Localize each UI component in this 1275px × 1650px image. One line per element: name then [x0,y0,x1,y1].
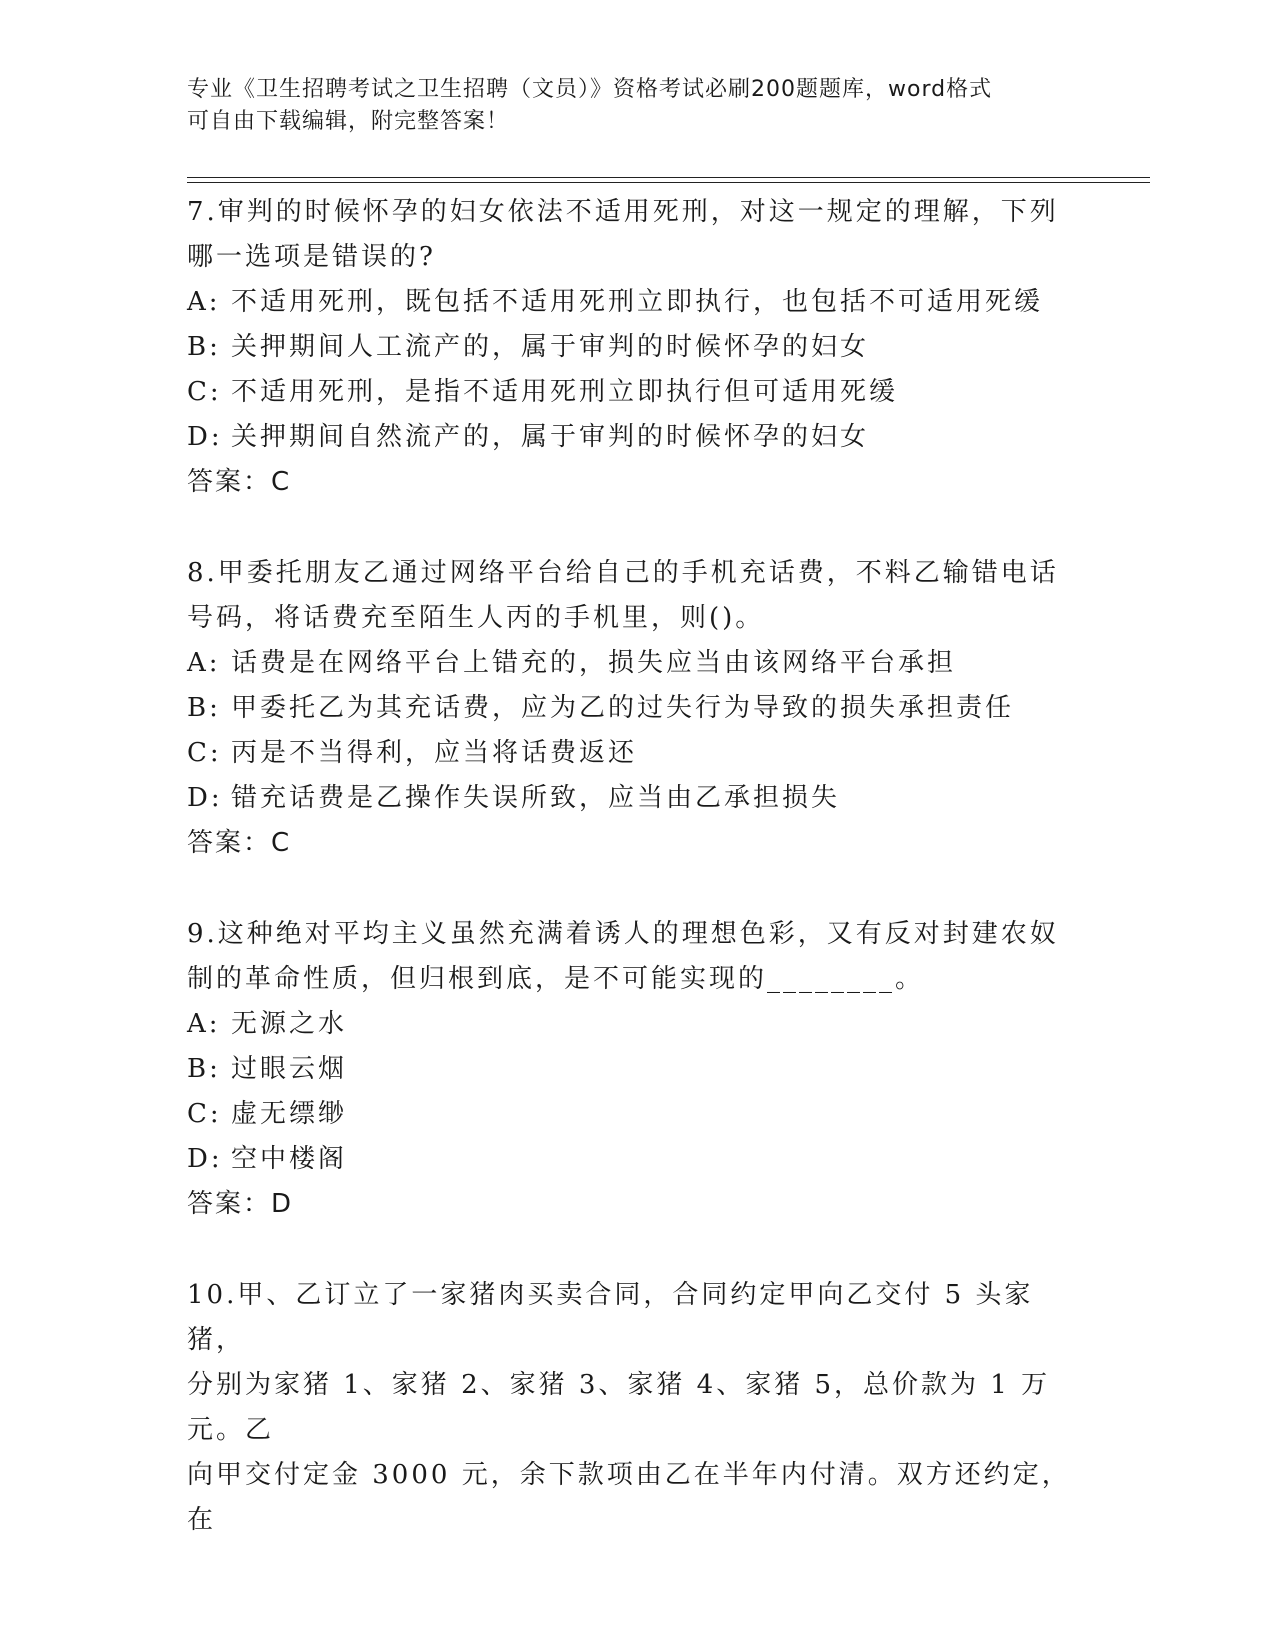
option-text: 丙是不当得利，应当将话费返还 [231,738,638,768]
option-letter: B: [187,332,221,362]
option-text: 关押期间自然流产的，属于审判的时候怀孕的妇女 [231,422,870,452]
question-7-stem-line-2: 哪一选项是错误的? [187,242,436,272]
question-7-stem-line-1: 7.审判的时候怀孕的妇女依法不适用死刑，对这一规定的理解，下列 [187,197,1059,227]
option-text: 错充话费是乙操作失误所致，应当由乙承担损失 [231,783,841,813]
option-letter: C: [187,738,222,768]
header-line-2: 可自由下载编辑，附完整答案！ [187,109,510,134]
question-9-stem-line-1: 9.这种绝对平均主义虽然充满着诱人的理想色彩，又有反对封建农奴 [187,919,1059,949]
question-10-stem-line-2: 分别为家猪 1、家猪 2、家猪 3、家猪 4、家猪 5，总价款为 1 万元。乙 [187,1370,1051,1445]
question-9 [187,912,1087,1227]
question-8-stem-line-1: 8.甲委托朋友乙通过网络平台给自己的手机充话费，不料乙输错电话 [187,558,1059,588]
option-letter: A: [187,287,221,317]
option-text: 话费是在网络平台上错充的，损失应当由该网络平台承担 [231,648,957,678]
header-divider-top [187,177,1150,178]
option-letter: B: [187,1054,221,1084]
question-list [187,190,1087,1589]
question-8-answer: 答案：C [187,828,292,858]
option-text: 不适用死刑，既包括不适用死刑立即执行，也包括不可适用死缓 [231,287,1044,317]
option-text: 过眼云烟 [231,1054,348,1084]
option-letter: D: [187,1144,223,1174]
question-7-option-d [187,415,1087,460]
option-letter: D: [187,422,223,452]
question-9-option-c [187,1092,1087,1137]
option-letter: D: [187,783,223,813]
option-text: 虚无缥缈 [231,1099,348,1129]
question-8-stem-line-2: 号码，将话费充至陌生人丙的手机里，则()。 [187,603,765,633]
question-7-answer: 答案：C [187,467,292,497]
header-divider-bottom [187,182,1150,183]
option-letter: B: [187,693,221,723]
option-letter: A: [187,1009,221,1039]
question-8-option-d [187,776,1087,821]
question-8-option-c [187,731,1087,776]
question-10-stem-line-3: 向甲交付定金 3000 元，余下款项由乙在半年内付清。双方还约定，在 [187,1460,1071,1535]
question-9-option-b [187,1047,1087,1092]
option-text: 关押期间人工流产的，属于审判的时候怀孕的妇女 [231,332,870,362]
question-10 [187,1273,1087,1543]
question-10-stem-line-1: 10.甲、乙订立了一家猪肉买卖合同，合同约定甲向乙交付 5 头家猪， [187,1280,1034,1355]
question-7-option-b [187,325,1087,370]
question-9-option-d [187,1137,1087,1182]
document-header [187,74,1067,138]
question-9-option-a [187,1002,1087,1047]
question-7-option-c [187,370,1087,415]
option-letter: A: [187,648,221,678]
option-text: 空中楼阁 [231,1144,348,1174]
question-8-option-b [187,686,1087,731]
question-9-stem-line-2: 制的革命性质，但归根到底，是不可能实现的________。 [187,964,925,994]
header-line-1: 专业《卫生招聘考试之卫生招聘（文员）》资格考试必刷200题题库，word格式 [187,77,993,102]
question-7-option-a [187,280,1087,325]
question-8-option-a [187,641,1087,686]
question-7 [187,190,1087,505]
option-letter: C: [187,377,222,407]
question-8 [187,551,1087,866]
option-text: 不适用死刑，是指不适用死刑立即执行但可适用死缓 [231,377,899,407]
option-letter: C: [187,1099,222,1129]
question-9-answer: 答案：D [187,1189,294,1219]
option-text: 甲委托乙为其充话费，应为乙的过失行为导致的损失承担责任 [231,693,1015,723]
option-text: 无源之水 [231,1009,348,1039]
